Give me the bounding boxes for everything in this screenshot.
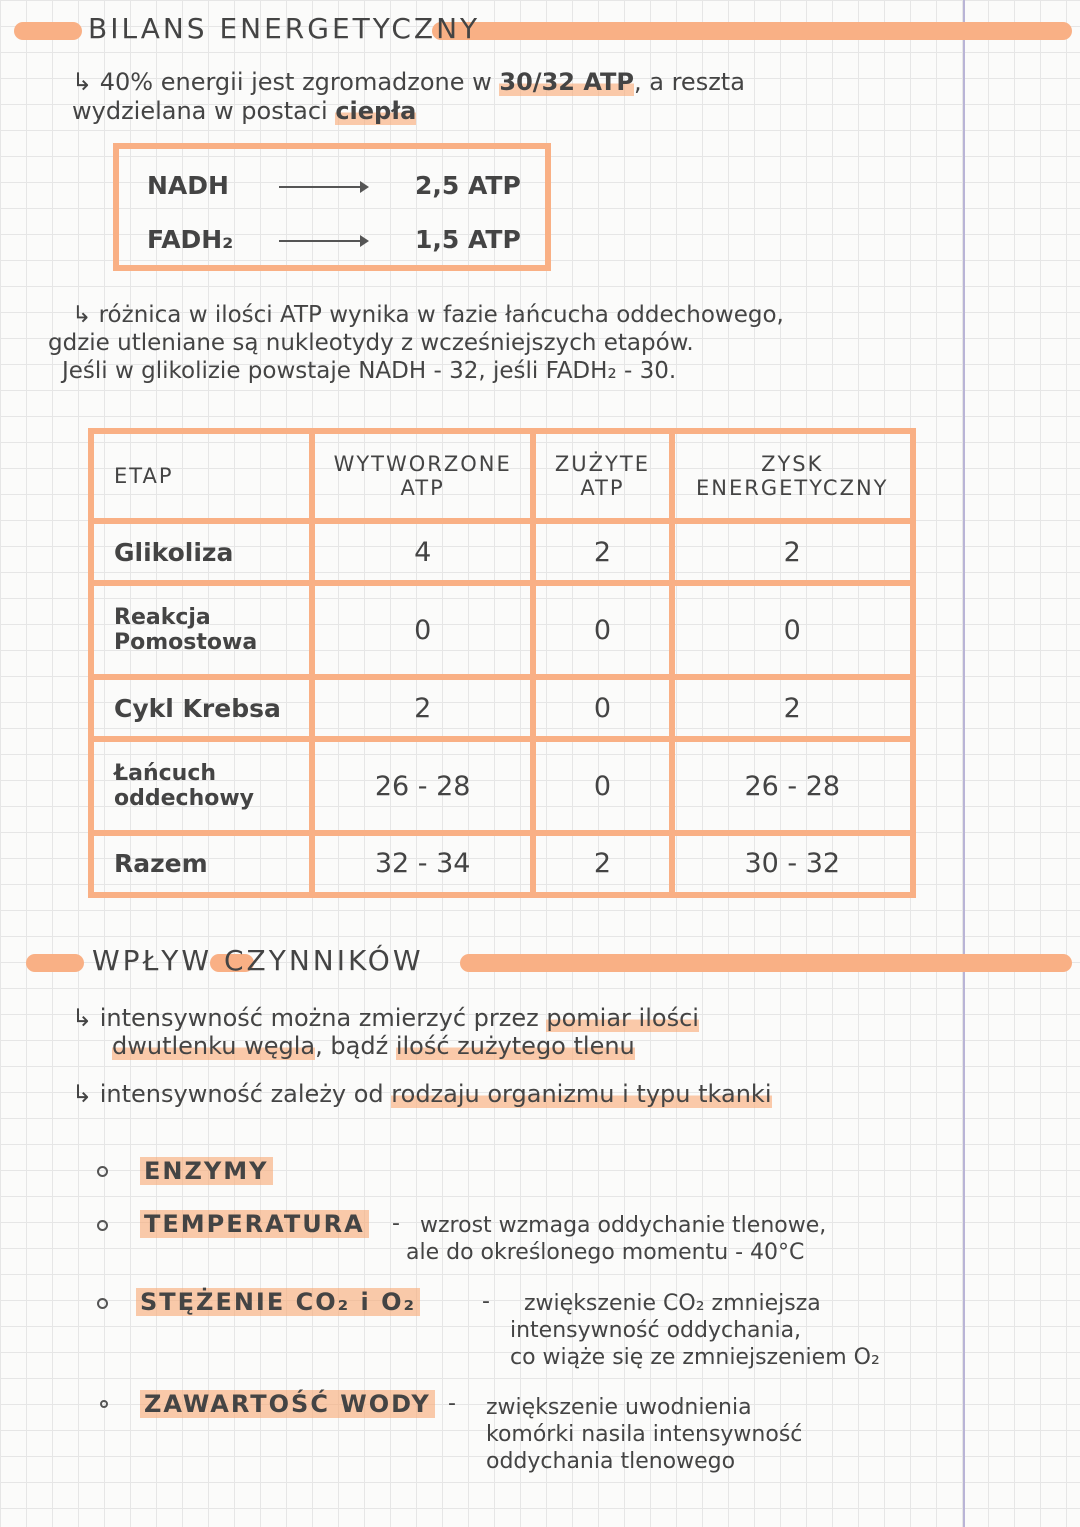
used-cell: 2 bbox=[533, 833, 671, 895]
gain-cell: 2 bbox=[672, 521, 913, 583]
table-row bbox=[91, 833, 913, 895]
arrow-bullet-icon: ↳ bbox=[72, 1080, 100, 1108]
box-row-nadh-label: NADH bbox=[147, 171, 229, 200]
stage-cell: Łańcuch oddechowy bbox=[91, 739, 312, 833]
intro-atp: 30/32 ATP bbox=[499, 68, 634, 96]
note-line-1: ↳ różnica w ilości ATP wynika w fazie łańcucha oddechowego, bbox=[72, 302, 784, 328]
produced-cell: 4 bbox=[312, 521, 533, 583]
factor-enzymes: ENZYMY bbox=[140, 1157, 273, 1185]
intensity-line-1: ↳ intensywność można zmierzyć przez pomiar ilości bbox=[72, 1004, 699, 1032]
intro-line-1 bbox=[72, 68, 745, 96]
table-header-row bbox=[91, 431, 913, 521]
produced-cell: 0 bbox=[312, 583, 533, 677]
box-row-fadh-value: 1,5 ATP bbox=[415, 225, 521, 254]
box-row-fadh-label: FADH₂ bbox=[147, 225, 234, 254]
produced-cell: 32 - 34 bbox=[312, 833, 533, 895]
arrow-bullet-icon: ↳ bbox=[72, 68, 100, 96]
heading-bar-right bbox=[432, 22, 1072, 40]
circle-bullet-icon bbox=[97, 1298, 108, 1309]
table-row bbox=[91, 521, 913, 583]
header-gain: ZYSK ENERGETYCZNY bbox=[672, 431, 913, 521]
stage-cell: Razem bbox=[91, 833, 312, 895]
header-stage: ETAP bbox=[91, 431, 312, 521]
box-row-nadh-value: 2,5 ATP bbox=[415, 171, 521, 200]
circle-bullet-icon bbox=[97, 1220, 108, 1231]
note-line-2: gdzie utleniane są nukleotydy z wcześniejszych etapów. bbox=[48, 330, 694, 356]
temperature-desc: wzrost wzmaga oddychanie tlenowe, ale do określonego momentu - 40°C bbox=[406, 1213, 827, 1265]
stage-cell: Glikoliza bbox=[91, 521, 312, 583]
energy-balance-table bbox=[88, 428, 916, 898]
intro-heat: ciepła bbox=[335, 97, 417, 125]
section-heading-wplyw: WPŁYW CZYNNIKÓW bbox=[92, 944, 424, 977]
used-cell: 0 bbox=[533, 677, 671, 739]
factor-temperature: TEMPERATURA bbox=[140, 1210, 369, 1238]
header-produced: WYTWORZONE ATP bbox=[312, 431, 533, 521]
gain-cell: 2 bbox=[672, 677, 913, 739]
section-heading-bilans: BILANS ENERGETYCZNY bbox=[88, 12, 481, 45]
atp-conversion-box bbox=[113, 143, 551, 271]
stage-cell: Reakcja Pomostowa bbox=[91, 583, 312, 677]
intensity-line-2: dwutlenku węgla, bądź ilość zużytego tlenu bbox=[112, 1032, 635, 1060]
intensity-line-3: ↳ intensywność zależy od rodzaju organizmu i typu tkanki bbox=[72, 1080, 772, 1108]
table-row bbox=[91, 677, 913, 739]
dash-icon: - bbox=[482, 1289, 490, 1314]
intro-line-2 bbox=[72, 97, 416, 125]
heading-bar-left bbox=[26, 954, 84, 972]
gain-cell: 26 - 28 bbox=[672, 739, 913, 833]
dash-icon: - bbox=[448, 1391, 456, 1416]
concentration-desc: zwiększenie CO₂ zmniejsza intensywność oddychania, co wiąże się ze zmniejszeniem O₂ bbox=[510, 1291, 880, 1370]
gain-cell: 30 - 32 bbox=[672, 833, 913, 895]
intro-line2-text: wydzielana w postaci bbox=[72, 97, 336, 125]
produced-cell: 26 - 28 bbox=[312, 739, 533, 833]
notebook-margin-line bbox=[963, 0, 965, 1527]
intro-text: 40% energii jest zgromadzone w bbox=[99, 68, 500, 96]
intro-mid: , a reszta bbox=[634, 68, 745, 96]
arrow-bullet-icon: ↳ bbox=[72, 1004, 100, 1032]
heading-bar-right bbox=[460, 954, 1072, 972]
table-row bbox=[91, 583, 913, 677]
heading-bar-left bbox=[14, 22, 82, 40]
factor-concentration: STĘŻENIE CO₂ i O₂ bbox=[136, 1288, 420, 1316]
water-desc: zwiększenie uwodnienia komórki nasila intensywność oddychania tlenowego bbox=[486, 1395, 803, 1474]
stage-cell: Cykl Krebsa bbox=[91, 677, 312, 739]
header-used: ZUŻYTE ATP bbox=[533, 431, 671, 521]
circle-bullet-icon bbox=[97, 1166, 108, 1177]
used-cell: 2 bbox=[533, 521, 671, 583]
table-row bbox=[91, 739, 913, 833]
circle-bullet-icon bbox=[100, 1400, 108, 1408]
note-line-3: Jeśli w glikolizie powstaje NADH - 32, jeśli FADH₂ - 30. bbox=[62, 358, 677, 384]
factor-water: ZAWARTOŚĆ WODY bbox=[140, 1390, 435, 1418]
right-arrow-icon bbox=[279, 186, 367, 188]
produced-cell: 2 bbox=[312, 677, 533, 739]
arrow-bullet-icon: ↳ bbox=[72, 302, 99, 328]
dash-icon: - bbox=[392, 1211, 400, 1236]
used-cell: 0 bbox=[533, 583, 671, 677]
used-cell: 0 bbox=[533, 739, 671, 833]
right-arrow-icon bbox=[279, 240, 367, 242]
gain-cell: 0 bbox=[672, 583, 913, 677]
